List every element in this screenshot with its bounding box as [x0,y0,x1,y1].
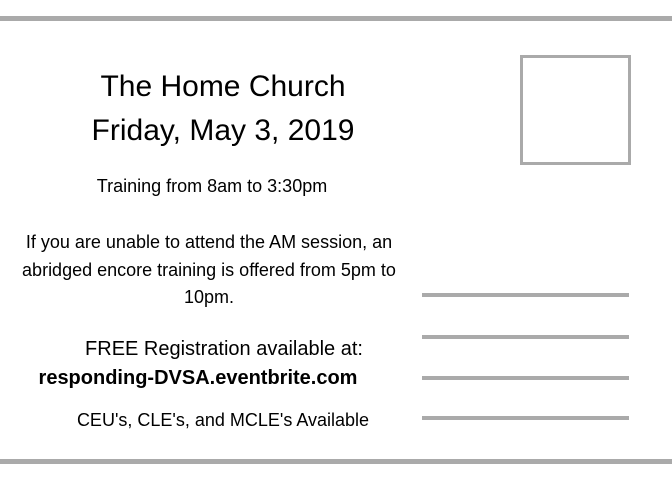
credits-note: CEU's, CLE's, and MCLE's Available [76,410,370,430]
event-date: Friday, May 3, 2019 [91,114,355,147]
address-line [422,335,629,339]
registration-label: FREE Registration available at: [85,338,363,360]
training-hours: Training from 8am to 3:30pm [96,176,328,196]
top-border-rule [0,16,672,21]
address-line [422,416,629,420]
address-line [422,293,629,297]
registration-url[interactable]: responding-DVSA.eventbrite.com [38,367,358,389]
bottom-border-rule [0,459,672,464]
church-name: The Home Church [100,70,346,103]
address-line [422,376,629,380]
stamp-placeholder [520,55,631,165]
encore-notice: If you are unable to attend the AM session, an abridged encore training is offered from 5pm to 10pm. [22,232,396,307]
